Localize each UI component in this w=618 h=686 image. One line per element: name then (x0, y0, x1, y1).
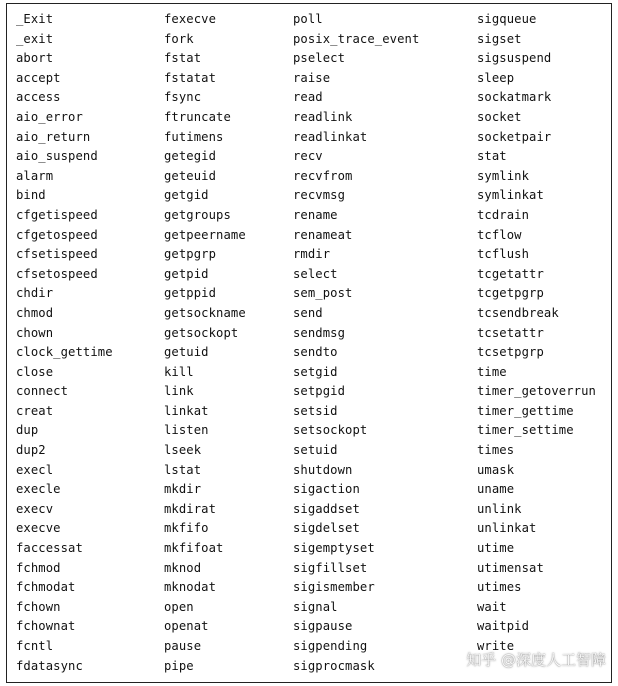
function-name: setsid (293, 403, 338, 418)
function-name: fcntl (16, 639, 54, 653)
function-name: sigfillset (293, 560, 368, 575)
column-4 (477, 10, 596, 657)
function-name: fdatasync (16, 658, 83, 673)
function-name: setsockopt (293, 423, 368, 438)
function-name: close (16, 364, 54, 379)
function-name: unlinkat (477, 521, 537, 536)
function-name: alarm (16, 168, 54, 183)
function-name: listen (164, 423, 209, 438)
function-name: readlinkat (293, 129, 368, 144)
function-name: poll (293, 12, 323, 26)
function-name: creat (16, 403, 54, 418)
function-name: dup2 (16, 443, 46, 458)
function-name: linkat (164, 403, 209, 418)
function-name: pause (164, 639, 202, 653)
function-name: sleep (477, 70, 515, 85)
function-name: sigismember (293, 580, 375, 595)
function-name: time (477, 364, 507, 379)
function-name: ftruncate (164, 109, 231, 124)
function-name: abort (16, 51, 54, 66)
function-name: sigset (477, 31, 522, 46)
function-name: sigdelset (293, 521, 360, 536)
function-name: clock_gettime (16, 345, 113, 360)
function-name: utimensat (477, 560, 544, 575)
function-name: setuid (293, 443, 338, 458)
function-name: symlinkat (477, 188, 544, 203)
function-name: getegid (164, 149, 217, 164)
function-name: getgid (164, 188, 209, 203)
function-name: tcsetpgrp (477, 345, 544, 360)
function-name: read (293, 90, 323, 105)
function-name: link (164, 384, 194, 399)
function-name: cfsetospeed (16, 266, 98, 281)
function-name: lstat (164, 462, 202, 477)
function-name: sigsuspend (477, 51, 552, 66)
function-name: cfgetospeed (16, 227, 98, 242)
function-name: fsync (164, 90, 202, 105)
function-name: shutdown (293, 462, 353, 477)
function-name: rename (293, 207, 338, 222)
column-3 (293, 10, 419, 676)
function-name: accept (16, 70, 61, 85)
function-name: utimes (477, 580, 522, 595)
function-name: sigqueue (477, 12, 537, 26)
function-name: cfgetispeed (16, 207, 98, 222)
function-name: openat (164, 619, 209, 634)
function-name: dup (16, 423, 39, 438)
function-name: sigpause (293, 619, 353, 634)
function-name: umask (477, 462, 515, 477)
function-name: fstatat (164, 70, 217, 85)
function-name: mknodat (164, 580, 217, 595)
function-name: recvmsg (293, 188, 346, 203)
function-name: lseek (164, 443, 202, 458)
function-name: chmod (16, 305, 54, 320)
function-name: execl (16, 462, 54, 477)
function-name: execv (16, 501, 54, 516)
function-table (6, 3, 612, 683)
function-name: sendto (293, 345, 338, 360)
function-name: renameat (293, 227, 353, 242)
function-name: fork (164, 31, 194, 46)
function-name: kill (164, 364, 194, 379)
function-name: sigaction (293, 482, 360, 497)
function-name: setgid (293, 364, 338, 379)
function-name: getpgrp (164, 247, 217, 262)
function-name: waitpid (477, 619, 530, 634)
function-name: getppid (164, 286, 217, 301)
function-name: recvfrom (293, 168, 353, 183)
function-name: socket (477, 109, 522, 124)
function-name: sockatmark (477, 90, 552, 105)
function-name: getpid (164, 266, 209, 281)
function-name: sigaddset (293, 501, 360, 516)
function-name: sendmsg (293, 325, 346, 340)
function-name: fstat (164, 51, 202, 66)
function-name: mknod (164, 560, 202, 575)
function-name: mkfifoat (164, 541, 224, 556)
function-name: send (293, 305, 323, 320)
function-name: tcflow (477, 227, 522, 242)
function-name: mkfifo (164, 521, 209, 536)
function-name: fchmodat (16, 580, 76, 595)
function-name: getsockopt (164, 325, 239, 340)
function-name: tcflush (477, 247, 530, 262)
function-name: getsockname (164, 305, 246, 320)
function-name: timer_gettime (477, 403, 574, 418)
function-name: uname (477, 482, 515, 497)
function-name: posix_trace_event (293, 31, 420, 46)
function-name: mkdir (164, 482, 202, 497)
function-name: signal (293, 599, 338, 614)
function-name: fchmod (16, 560, 61, 575)
function-name: chdir (16, 286, 54, 301)
function-name: open (164, 599, 194, 614)
function-name: rmdir (293, 247, 331, 262)
function-name: getuid (164, 345, 209, 360)
function-name: fexecve (164, 12, 217, 26)
function-name: recv (293, 149, 323, 164)
function-name: tcgetattr (477, 266, 544, 281)
function-name: tcsetattr (477, 325, 544, 340)
function-name: bind (16, 188, 46, 203)
function-name: write (477, 639, 515, 653)
function-name: stat (477, 149, 507, 164)
column-2 (164, 10, 246, 676)
function-name: access (16, 90, 61, 105)
function-name: select (293, 266, 338, 281)
function-name: fchown (16, 599, 61, 614)
function-name: sigpending (293, 639, 368, 653)
function-name: execve (16, 521, 61, 536)
function-name: faccessat (16, 541, 83, 556)
function-name: cfsetispeed (16, 247, 98, 262)
function-name: sigprocmask (293, 658, 375, 673)
function-name: sem_post (293, 286, 353, 301)
function-name: getpeername (164, 227, 246, 242)
function-name: futimens (164, 129, 224, 144)
function-name: sigemptyset (293, 541, 375, 556)
function-name: pipe (164, 658, 194, 673)
function-name: tcsendbreak (477, 305, 559, 320)
function-name: utime (477, 541, 515, 556)
function-name: raise (293, 70, 331, 85)
function-name: symlink (477, 168, 530, 183)
function-name: _exit (16, 31, 54, 46)
function-name: wait (477, 599, 507, 614)
function-name: geteuid (164, 168, 217, 183)
function-name: aio_error (16, 109, 83, 124)
column-1 (16, 10, 113, 676)
watermark: 知乎 @深度人工智障 (466, 651, 606, 669)
function-name: socketpair (477, 129, 552, 144)
function-name: tcgetpgrp (477, 286, 544, 301)
function-name: mkdirat (164, 501, 217, 516)
function-name: fchownat (16, 619, 76, 634)
function-name: execle (16, 482, 61, 497)
function-name: aio_suspend (16, 149, 98, 164)
function-name: unlink (477, 501, 522, 516)
function-name: aio_return (16, 129, 91, 144)
function-name: getgroups (164, 207, 231, 222)
function-name: connect (16, 384, 69, 399)
function-name: tcdrain (477, 207, 530, 222)
function-name: timer_getoverrun (477, 384, 596, 399)
function-name: readlink (293, 109, 353, 124)
function-name: _Exit (16, 12, 54, 26)
function-name: chown (16, 325, 54, 340)
function-name: timer_settime (477, 423, 574, 438)
function-name: times (477, 443, 515, 458)
function-name: setpgid (293, 384, 346, 399)
function-name: pselect (293, 51, 346, 66)
